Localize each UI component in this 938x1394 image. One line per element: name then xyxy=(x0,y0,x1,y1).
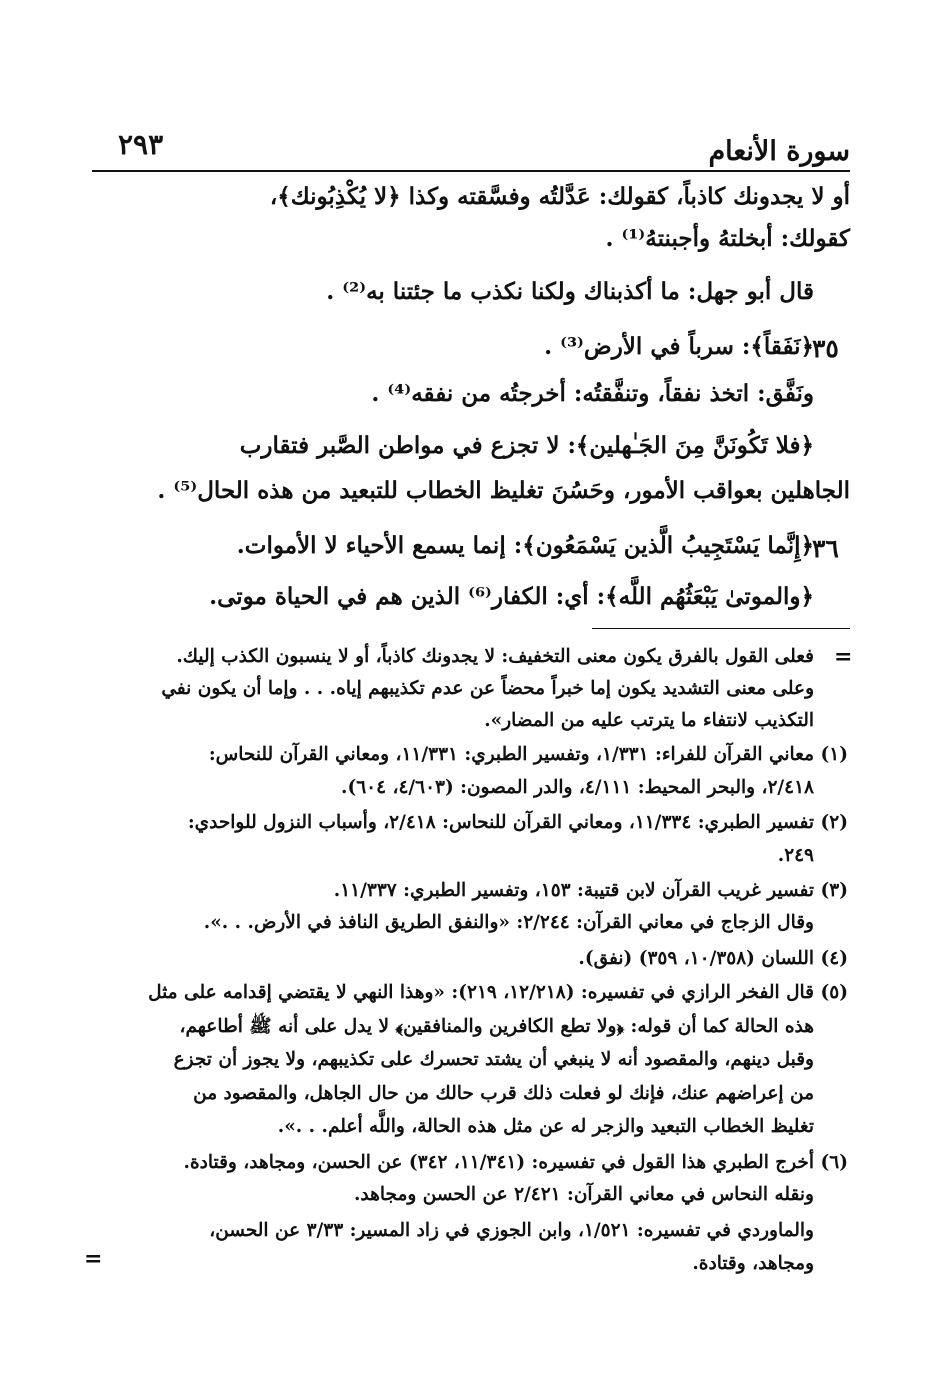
footnote-number-4: (٤) xyxy=(820,948,848,969)
footnote-6-line-1: أخرج الطبري هذا القول في تفسيره: (١١/٣٤١، ٣٤٢) عن الحسن، ومجاهد، وقتادة. xyxy=(183,1152,814,1173)
footnote-continued-line-1: فعلى القول بالفرق يكون معنى التخفيف: لا يجدونك كاذباً، أو لا ينسبون الكذب إليك. xyxy=(176,646,814,667)
footnote-2-line-1: تفسير الطبري: ١١/٣٣٤، ومعاني القرآن للنحاس: ٢/٤١٨، وأسباب النزول للواحدي: xyxy=(187,812,814,833)
footnote-2-line-2: ٢٤٩. xyxy=(777,845,814,866)
footnote-5-line-3: وقبل دينهم، والمقصود أنه لا ينبغي أن يشتد تحسرك على تكذيبهم، ولا يجوز أن تجزع xyxy=(173,1049,814,1070)
body-line-6: ﴿فلا تَكُونَنَّ مِنَ الجَـٰهلين﴾: لا تجزع في مواطن الصَّبر فتقارب xyxy=(239,432,814,459)
body-line-4: ﴿نَفَقاً﴾: سرباً في الأرض⁽³⁾ . xyxy=(544,333,814,360)
footnote-number-3: (٣) xyxy=(820,880,848,901)
footnote-number-5: (٥) xyxy=(820,982,848,1003)
footnote-5-line-4: من إعراضهم عنك، فإنك لو فعلت ذلك قرب حالك من حال الجاهل، والمقصود من xyxy=(193,1083,814,1104)
footnote-number-1: (١) xyxy=(820,744,848,765)
body-line-8: ﴿إِنَّما يَسْتَجِيبُ الَّذين يَسْمَعُون﴾: إنما يسمع الأحياء لا الأموات. xyxy=(236,532,814,559)
body-line-9: ﴿والموتىٰ يَبْعَثُهُم اللَّه﴾: أي: الكفار⁽⁶⁾ الذين هم في الحياة موتى. xyxy=(209,583,814,610)
footnote-1-line-2: ٢/٤١٨، والبحر المحيط: ٤/١١١، والدر المصون: (٤/٦٠٣، ٦٠٤). xyxy=(341,777,814,798)
footnote-5-line-1: قال الفخر الرازي في تفسيره: (١٢/٢١٨، ٢١٩): «وهذا النهي لا يقتضي إقدامه على مثل xyxy=(148,982,814,1003)
footnote-6-line-2: ونقله النحاس في معاني القرآن: ٢/٤٢١ عن الحسن ومجاهد. xyxy=(353,1184,814,1205)
body-line-3: قال أبو جهل: ما أكذبناك ولكنا نكذب ما جئتنا به⁽²⁾ . xyxy=(326,278,814,305)
footnote-3-line-2: وقال الزجاج في معاني القرآن: ٢/٢٤٤: «والنفق الطريق النافذ في الأرض. . .». xyxy=(203,912,814,933)
verse-number-35: ٣٥ xyxy=(812,334,839,363)
footnote-3-line-1: تفسير غريب القرآن لابن قتيبة: ١٥٣، وتفسير الطبري: ١١/٣٣٧. xyxy=(333,880,814,901)
body-line-2: كقولك: أبخلتهُ وأجبنتهُ⁽¹⁾ . xyxy=(605,225,850,252)
footnote-1-line-1: معاني القرآن للفراء: ١/٣٣١، وتفسير الطبري: ١١/٣٣١، ومعاني القرآن للنحاس: xyxy=(208,744,814,765)
footnote-number-6: (٦) xyxy=(820,1152,848,1173)
body-line-7: الجاهلين بعواقب الأمور، وحَسُنَ تغليظ الخطاب للتبعيد من هذه الحال⁽⁵⁾ . xyxy=(157,477,850,504)
footnote-5-line-2: هذه الحالة كما أن قوله: ﴿ولا تطع الكافرين والمنافقين﴾ لا يدل على أنه ﷺ أطاعهم، xyxy=(179,1016,814,1037)
header-rule xyxy=(92,170,850,172)
footnote-continued-line-3: التكذيب لانتفاء ما يترتب عليه من المضار». xyxy=(484,710,814,731)
footnote-continued-line-2: وعلى معنى التشديد يكون إما خبراً محضاً عن عدم تكذيبهم إياه. . . وإما أن يكون نفي xyxy=(161,678,814,699)
body-line-1: أو لا يجدونك كاذباً، كقولك: عَدَّلتُه وفسَّقته وكذا ﴿لا يُكْذِبُونك﴾، xyxy=(269,183,850,210)
page-number: ٢٩٣ xyxy=(118,128,164,161)
footnote-6-line-4: ومجاهد، وقتادة. xyxy=(692,1253,814,1274)
continuation-mark-end: = xyxy=(84,1246,103,1272)
running-header-surah: سورة الأنعام xyxy=(708,136,850,167)
footnote-number-2: (٢) xyxy=(820,812,848,833)
continuation-mark: = xyxy=(834,644,853,670)
footnote-separator xyxy=(592,628,850,629)
verse-number-36: ٣٦ xyxy=(812,534,839,563)
footnote-5-line-5: تغليظ الخطاب التبعيد والزجر له عن مثل هذه الحالة، واللَّه أعلم. . .». xyxy=(277,1116,814,1137)
footnote-4-line-1: اللسان (١٠/٣٥٨، ٣٥٩) (نفق). xyxy=(578,948,814,969)
body-line-5: ونَفَّق: اتخذ نفقاً، وتنفَّقتُه: أخرجتُه من نفقه⁽⁴⁾ . xyxy=(371,380,814,407)
footnote-6-line-3: والماوردي في تفسيره: ١/٥٢١، وابن الجوزي في زاد المسير: ٣/٣٣ عن الحسن، xyxy=(209,1220,814,1241)
